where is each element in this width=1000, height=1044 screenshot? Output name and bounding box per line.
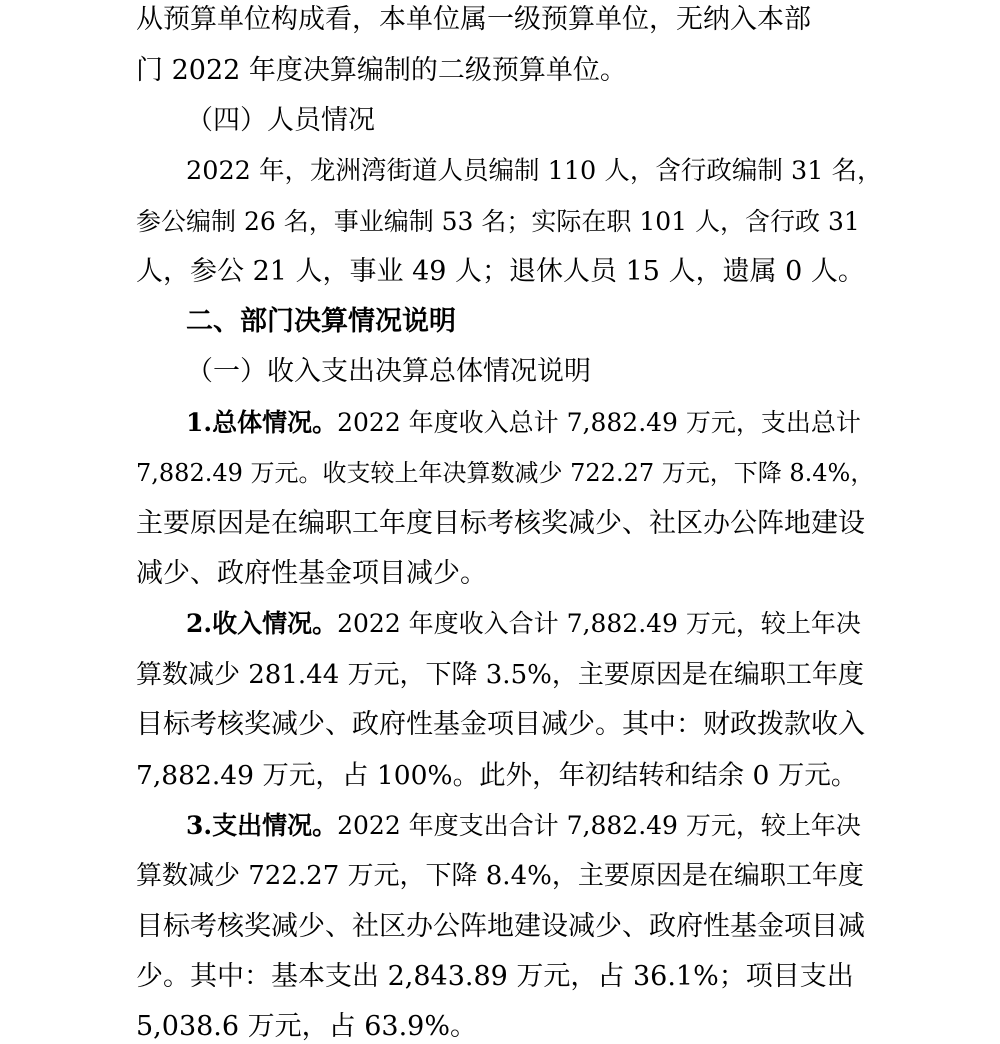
paragraph-line <box>136 456 886 490</box>
lead-expenditure: 3.支出情况。 <box>186 811 338 840</box>
text-line-17: 2022 年度支出合计 7,882.49 万元，较上年决 <box>337 811 861 840</box>
heading-overall: （一）收入支出决算总体情况说明 <box>186 356 591 387</box>
paragraph-line <box>186 406 870 440</box>
paragraph-line <box>136 708 870 742</box>
text-line-12: 减少、政府性基金项目减少。 <box>136 558 487 589</box>
paragraph-line <box>136 205 872 239</box>
section-heading <box>186 305 870 339</box>
paragraph-line <box>186 607 870 641</box>
text-line-19: 目标考核奖减少、社区办公阵地建设减少、政府性基金项目减 <box>136 911 865 942</box>
text-line-2: 门 2022 年度决算编制的二级预算单位。 <box>136 55 627 86</box>
lead-overall: 1.总体情况。 <box>186 408 338 437</box>
section-heading <box>186 355 870 389</box>
heading-final-accounts: 二、部门决算情况说明 <box>186 306 456 337</box>
paragraph-line <box>136 255 870 289</box>
paragraph-line <box>136 960 870 994</box>
text-line-14: 算数减少 281.44 万元，下降 3.5%，主要原因是在编职工年度 <box>136 660 864 690</box>
paragraph-line <box>186 809 870 843</box>
text-line-20: 少。其中：基本支出 2,843.89 万元，占 36.1%；项目支出 <box>136 961 854 992</box>
paragraph-line <box>136 3 870 37</box>
text-line-4: 2022 年，龙洲湾街道人员编制 110 人，含行政编制 31 名， <box>186 156 883 186</box>
paragraph-line <box>136 759 870 793</box>
text-line-10: 7,882.49 万元。收支较上年决算数减少 722.27 万元，下降 8.4%， <box>136 459 875 487</box>
lead-income: 2.收入情况。 <box>186 609 338 638</box>
paragraph-line <box>136 507 870 541</box>
paragraph-line <box>136 910 870 944</box>
paragraph-line <box>186 154 884 188</box>
paragraph-line <box>136 54 870 88</box>
text-line-13: 2022 年度收入合计 7,882.49 万元，较上年决 <box>337 609 861 638</box>
text-line-15: 目标考核奖减少、政府性基金项目减少。其中：财政拨款收入 <box>136 709 865 740</box>
paragraph-line <box>136 557 870 591</box>
text-line-5: 参公编制 26 名，事业编制 53 名；实际在职 101 人，含行政 31 <box>136 207 860 236</box>
text-line-1: 从预算单位构成看，本单位属一级预算单位，无纳入本部 <box>136 4 811 35</box>
text-line-6: 人，参公 21 人，事业 49 人；退休人员 15 人，遗属 0 人。 <box>136 256 865 287</box>
paragraph-line <box>136 1010 870 1044</box>
paragraph-line <box>136 859 870 893</box>
text-line-11: 主要原因是在编职工年度目标考核奖减少、社区办公阵地建设 <box>136 508 865 539</box>
text-line-21: 5,038.6 万元，占 63.9%。 <box>136 1011 477 1042</box>
heading-staff: （四）人员情况 <box>186 105 375 136</box>
section-heading <box>186 104 870 138</box>
paragraph-line <box>136 658 870 692</box>
text-line-18: 算数减少 722.27 万元，下降 8.4%，主要原因是在编职工年度 <box>136 861 864 891</box>
text-line-16: 7,882.49 万元，占 100%。此外，年初结转和结余 0 万元。 <box>136 760 858 791</box>
text-line-9: 2022 年度收入总计 7,882.49 万元，支出总计 <box>337 408 861 437</box>
